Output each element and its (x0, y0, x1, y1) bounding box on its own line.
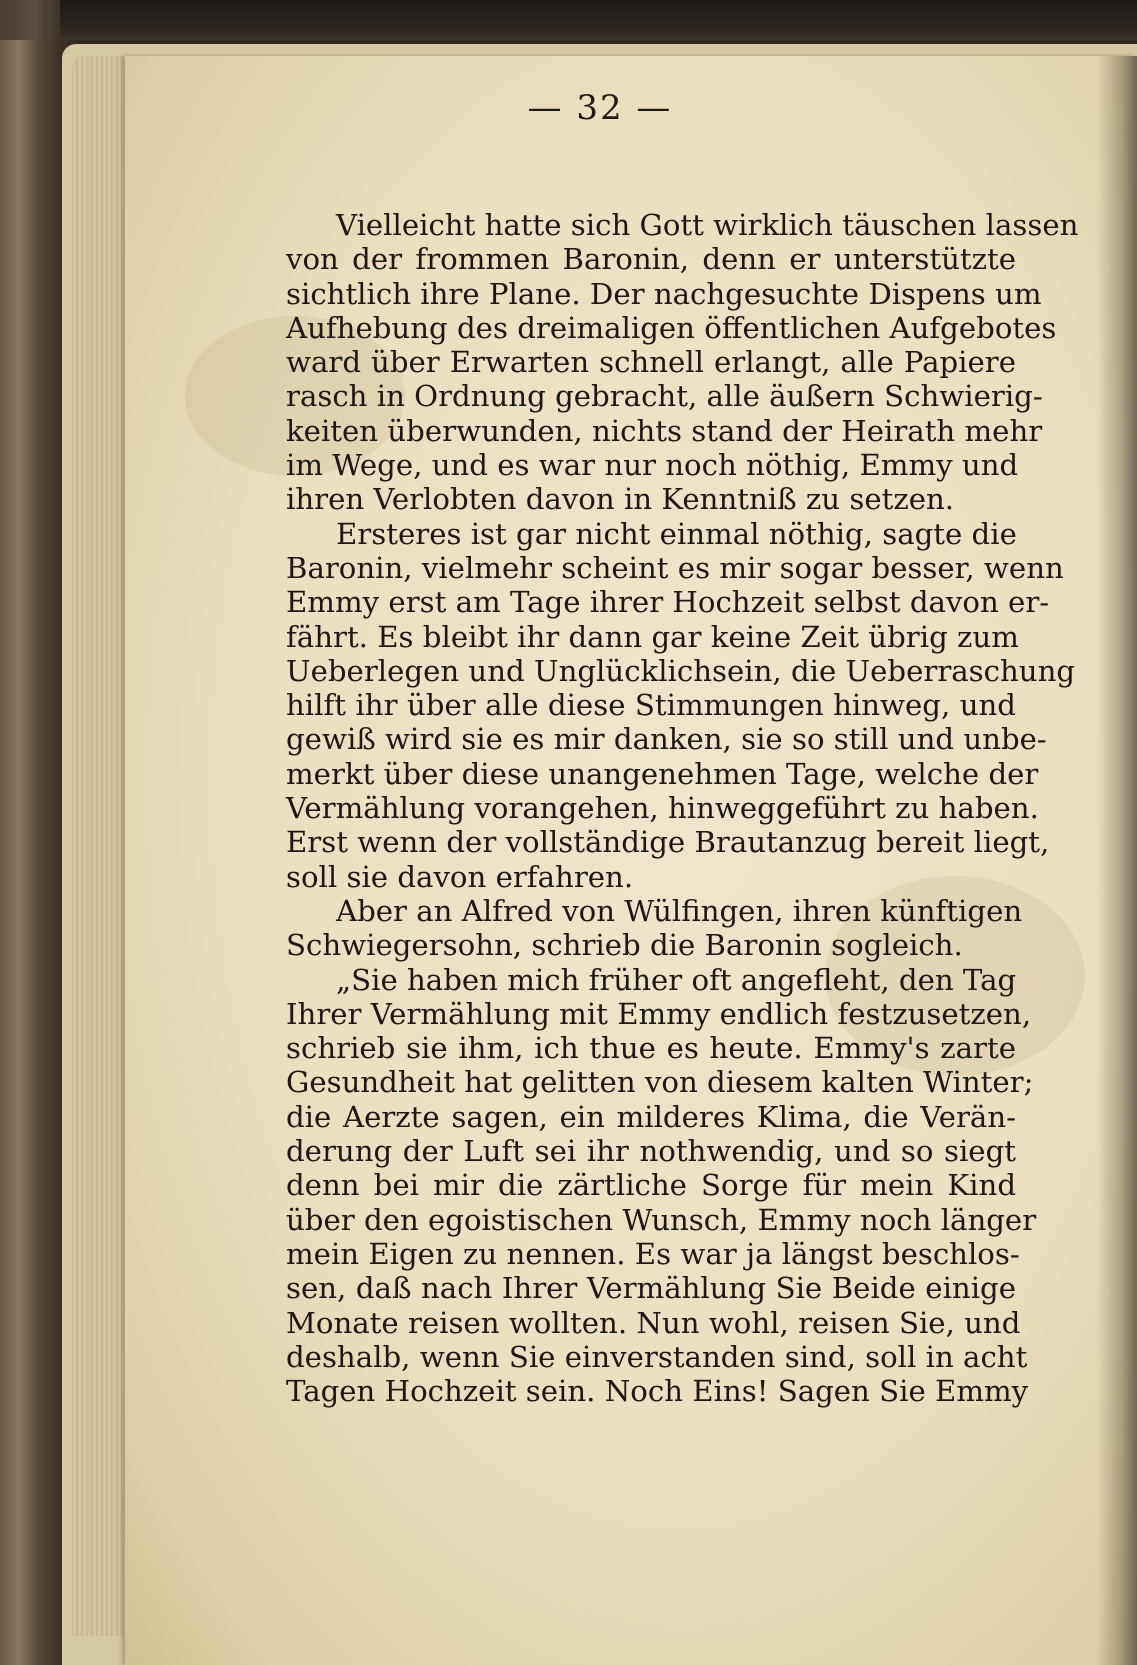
text-line: merkt über diese unangenehmen Tage, welche der (286, 756, 1039, 791)
book-binding (0, 40, 62, 1665)
text-line: Schwiegersohn, schrieb die Baronin sogleich. (286, 928, 963, 963)
text-line: Erst wenn der vollständige Brautanzug bereit liegt, (286, 825, 1050, 860)
text-line: im Wege, und es war nur noch nöthig, Emmy und (286, 448, 1019, 483)
body-text (286, 208, 1079, 1409)
text-line: fährt. Es bleibt ihr dann gar keine Zeit übrig zum (286, 619, 1019, 654)
text-line: keiten überwunden, nichts stand der Heirath mehr (286, 413, 1043, 448)
page-number: — 32 — (527, 88, 673, 128)
text-line: von der frommen Baronin, denn er unterstützte (286, 242, 1016, 277)
text-line: über den egoistischen Wunsch, Emmy noch länger (286, 1202, 1037, 1237)
text-line: sen, daß nach Ihrer Vermählung Sie Beide einige (286, 1271, 1016, 1306)
text-line: Ihrer Vermählung mit Emmy endlich festzusetzen, (286, 996, 1032, 1031)
text-line: Ueberlegen und Unglücklichsein, die Ueberraschung (286, 653, 1076, 688)
text-line: soll sie davon erfahren. (286, 859, 634, 894)
text-line: Vermählung vorangehen, hinweggeführt zu haben. (286, 791, 1039, 826)
text-line: „Sie haben mich früher oft angefleht, den Tag (336, 962, 1017, 997)
book-top-edge (60, 0, 1137, 40)
text-line: Gesundheit hat gelitten von diesem kalten Winter; (286, 1065, 1034, 1100)
text-line: ward über Erwarten schnell erlangt, alle Papiere (286, 345, 1016, 380)
text-line: mein Eigen zu nennen. Es war ja längst beschlos- (286, 1236, 1020, 1271)
text-line: gewiß wird sie es mir danken, sie so still und unbe- (286, 722, 1047, 757)
text-line: schrieb sie ihm, ich thue es heute. Emmy's zarte (286, 1031, 1016, 1066)
text-line: ihren Verlobten davon in Kenntniß zu setzen. (286, 482, 955, 517)
text-line: die Aerzte sagen, ein milderes Klima, die Verän- (286, 1099, 1016, 1134)
text-line: rasch in Ordnung gebracht, alle äußern Schwierig- (286, 379, 1043, 414)
text-line: Ersteres ist gar nicht einmal nöthig, sagte die (336, 516, 1017, 551)
text-line: Vielleicht hatte sich Gott wirklich täuschen lassen (336, 208, 1079, 242)
text-line: Aufhebung des dreimaligen öffentlichen Aufgebotes (286, 310, 1057, 345)
text-line: hilft ihr über alle diese Stimmungen hinweg, und (286, 688, 1016, 723)
text-line: denn bei mir die zärtliche Sorge für mein Kind (286, 1168, 1016, 1203)
page-gutter-shadow (1097, 56, 1137, 1665)
text-line: deshalb, wenn Sie einverstanden sind, soll in acht (286, 1339, 1028, 1374)
text-line: Aber an Alfred von Wülfingen, ihren künftigen (336, 893, 1023, 928)
text-line: Tagen Hochzeit sein. Noch Eins! Sagen Sie Emmy (286, 1374, 1029, 1409)
text-line: Emmy erst am Tage ihrer Hochzeit selbst davon er- (286, 585, 1050, 620)
text-line: derung der Luft sei ihr nothwendig, und so siegt (286, 1134, 1016, 1169)
text-line: sichtlich ihre Plane. Der nachgesuchte Dispens um (286, 276, 1042, 311)
text-line: Monate reisen wollten. Nun wohl, reisen Sie, und (286, 1305, 1021, 1340)
text-line: Baronin, vielmehr scheint es mir sogar besser, wenn (286, 550, 1064, 585)
